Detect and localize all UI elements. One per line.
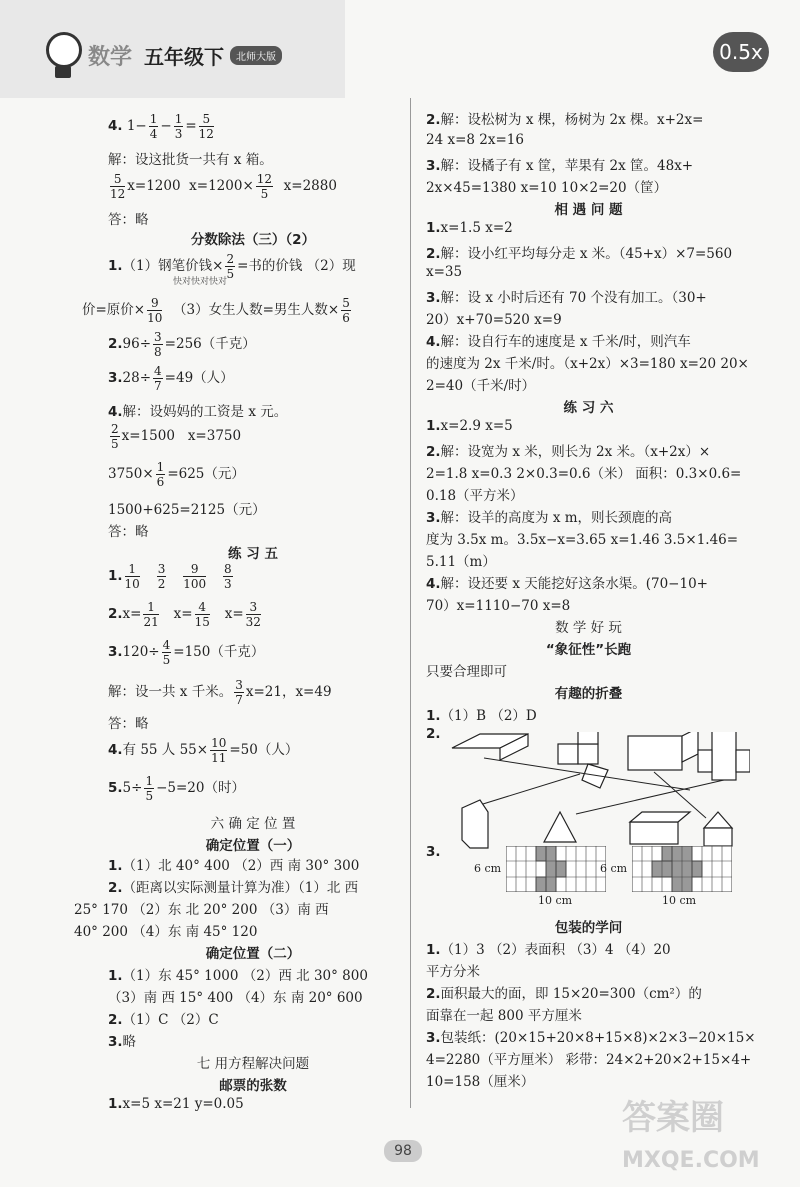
- edition-badge: 北师大版: [230, 46, 282, 65]
- section-heading: 有趣的折叠: [554, 686, 623, 702]
- answer-line: 3.解：设橘子有 x 筐，苹果有 2x 筐。48x+: [426, 158, 694, 174]
- answer-line: 1.x=2.9 x=5: [426, 418, 513, 434]
- answer-line: 1.（1）3 （2）表面积 （3）4 （4）20: [426, 942, 671, 958]
- answer-line: 2=1.8 x=0.3 2×0.3=0.6（米） 面积：0.3×0.6=: [426, 466, 742, 482]
- answer-line: 3.: [426, 844, 441, 860]
- answer-line: （3）南 西 15° 400 （4）东 南 20° 600: [108, 990, 363, 1006]
- answer-line: 2.x= $\frac{1}{21}$ x= $\frac{4}{15}$ x= $\frac{3}{32}$: [108, 600, 261, 629]
- folding-figure: [450, 732, 750, 852]
- answer-line: 40° 200 （4）东 南 45° 120: [74, 924, 258, 940]
- answer-line: 1.（1）北 40° 400 （2）西 南 30° 300: [108, 858, 360, 874]
- answer-line: 4. 1− $\frac{1}{4}$ − $\frac{1}{3}$ = $\frac{5}{12}$: [108, 112, 214, 141]
- answer-line: 25° 170 （2）东 北 20° 200 （3）南 西: [74, 902, 329, 918]
- answer-line: 2.解：设宽为 x 米，则长为 2x 米。（x+2x）×: [426, 444, 711, 460]
- section-heading: 七 用方程解决问题: [196, 1056, 310, 1072]
- section-heading: 相 遇 问 题: [554, 202, 623, 218]
- grid-figure-1: [506, 846, 606, 892]
- answer-line: 5.11（m）: [426, 554, 496, 570]
- dimension-label: 10 cm: [538, 894, 573, 907]
- section-heading: 练 习 六: [563, 400, 614, 416]
- answer-line: 4.解：设自行车的速度是 x 千米/时，则汽车: [426, 334, 691, 350]
- answer-line: 2.解：设小红平均每分走 x 米。（45+x）×7=560: [426, 246, 733, 262]
- section-heading: 六 确 定 位 置: [210, 816, 296, 832]
- zoom-badge[interactable]: 0.5x: [713, 32, 769, 72]
- answer-line: 2.面积最大的面，即 15×20=300（cm²）的: [426, 986, 702, 1002]
- section-heading: 确定位置（一）: [205, 838, 301, 854]
- answer-line: x=35: [426, 264, 463, 280]
- answer-line: 4.解：设妈妈的工资是 x 元。: [108, 404, 288, 420]
- answer-line: 1500+625=2125（元）: [108, 502, 266, 518]
- answer-line: 3.解：设羊的高度为 x m，则长颈鹿的高: [426, 510, 673, 526]
- grid-figure-2: [632, 846, 732, 892]
- column-divider: [410, 98, 411, 1108]
- answer-line: 4=2280（平方厘米） 彩带：24×2+20×2+15×4+: [426, 1052, 752, 1068]
- answer-line: 3.解：设 x 小时后还有 70 个没有加工。（30+: [426, 290, 707, 306]
- watermark-small: 快对快对快对: [173, 277, 228, 287]
- section-heading: 包装的学问: [554, 920, 623, 936]
- section-heading: 确定位置（二）: [205, 946, 301, 962]
- section-heading: 邮票的张数: [219, 1078, 287, 1094]
- answer-line: 面靠在一起 800 平方厘米: [426, 1008, 582, 1024]
- grade-title: 五年级下: [144, 44, 225, 69]
- answer-line: 2.（距离以实际测量计算为准）（1）北 西: [108, 880, 359, 896]
- answer-line: 3.28÷ $\frac{4}{7}$ =49（人）: [108, 364, 234, 393]
- answer-line: 答：略: [108, 524, 149, 540]
- answer-line: $\frac{5}{12}$ x=1200 x=1200× $\frac{12}{5}$ x=2880: [110, 172, 337, 201]
- answer-line: 答：略: [108, 212, 149, 228]
- answer-line: 解：设这批货一共有 x 箱。: [108, 152, 273, 168]
- answer-line: 3750× $\frac{1}{6}$ =625（元）: [108, 460, 245, 489]
- page-number: 98: [384, 1140, 422, 1162]
- subject-title: 数学: [88, 44, 133, 70]
- answer-line: $\frac{2}{5}$ x=1500 x=3750: [111, 422, 242, 451]
- answer-line: 2.解：设松树为 x 棵，杨树为 2x 棵。x+2x=: [426, 112, 704, 128]
- answer-line: 1.（1）B （2）D: [426, 708, 537, 724]
- answer-line: 20）x+70=520 x=9: [426, 312, 562, 328]
- page-header: [0, 0, 345, 98]
- watermark-url: MXQE.COM: [622, 1148, 760, 1173]
- answer-line: 价=原价× $\frac{9}{10}$ （3）女生人数=男生人数× $\frac{5}{6}$: [82, 296, 350, 325]
- answer-line: 3.120÷ $\frac{4}{5}$ =150（千克）: [108, 638, 265, 667]
- answer-line: 2x×45=1380 x=10 10×2=20（筐）: [426, 180, 668, 196]
- dimension-label: 10 cm: [662, 894, 697, 907]
- answer-line: 3.包装纸：(20×15+20×8+15×8)×2×3−20×15×: [426, 1030, 756, 1046]
- answer-line: 24 x=8 2x=16: [426, 132, 524, 148]
- answer-line: 只要合理即可: [426, 664, 507, 680]
- answer-line: 2.: [426, 726, 441, 742]
- answer-line: 70）x=1110−70 x=8: [426, 598, 571, 614]
- answer-line: 平方分米: [426, 964, 480, 980]
- section-heading: 数 学 好 玩: [555, 620, 622, 636]
- answer-line: 度为 3.5x m。3.5x−x=3.65 x=1.46 3.5×1.46=: [426, 532, 739, 548]
- watermark-logo: 答案圈: [622, 1098, 724, 1138]
- answer-line: 答：略: [108, 716, 149, 732]
- lightbulb-icon: [40, 28, 84, 82]
- answer-line: 2=40（千米/时）: [426, 378, 536, 394]
- answer-line: 2.96÷ $\frac{3}{8}$ =256（千克）: [108, 330, 256, 359]
- section-heading: 分数除法（三）（2）: [190, 232, 316, 248]
- answer-line: 5.5÷ $\frac{1}{5}$ −5=20（时）: [108, 774, 245, 803]
- section-heading: 练 习 五: [228, 546, 278, 562]
- answer-line: 2.（1）C （2）C: [108, 1012, 219, 1028]
- answer-line: 1.x=5 x=21 y=0.05: [108, 1096, 244, 1112]
- answer-line: 4.解：设还要 x 天能挖好这条水渠。(70−10+: [426, 576, 708, 592]
- answer-line: 1.（1）东 45° 1000 （2）西 北 30° 800: [108, 968, 368, 984]
- answer-line: 10=158（厘米）: [426, 1074, 535, 1090]
- dimension-label: 6 cm: [474, 862, 502, 875]
- answer-line: 4.有 55 人 55× $\frac{10}{11}$ =50（人）: [108, 736, 299, 765]
- answer-line: 解：设一共 x 千米。 $\frac{3}{7}$ x=21，x=49: [108, 678, 332, 707]
- answer-line: 1. $\frac{1}{10}$ $\frac{3}{2}$ $\frac{9}{100}$ $\frac{8}{3}$: [108, 562, 232, 591]
- answer-line: 1.x=1.5 x=2: [426, 220, 513, 236]
- section-heading: “象征性”长跑: [545, 642, 632, 658]
- answer-line: 0.18（平方米）: [426, 488, 524, 504]
- dimension-label: 6 cm: [600, 862, 628, 875]
- answer-line: 的速度为 2x 千米/时。（x+2x）×3=180 x=20 20×: [426, 356, 749, 372]
- answer-line: 3.略: [108, 1034, 137, 1050]
- answer-line: 1.（1）钢笔价钱× $\frac{2}{5}$ =书的价钱 （2）现: [108, 252, 356, 281]
